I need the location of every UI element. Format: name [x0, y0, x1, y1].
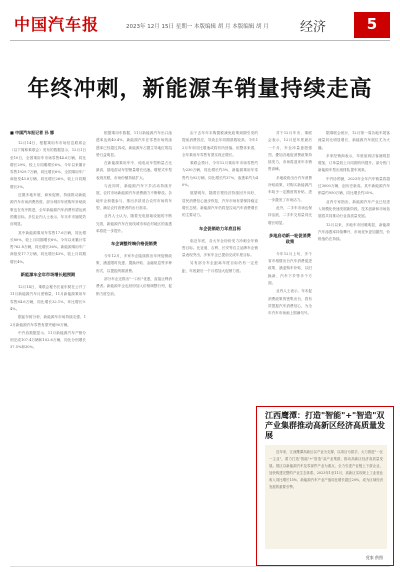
- sidebar-news-box: [256, 406, 394, 566]
- sidebar-title: 江西鹰潭：打造"智能"+"智造"双产业集群推动高新区经济高质量发展: [265, 411, 385, 440]
- article-column-2: [96, 130, 172, 299]
- paragraph: 根据乘用车数据，11月新能源汽车出口渗透率达到40.4%，新能源汽车在零售市场的渗透率已经超过四成。新能源车占据主导地位的趋势日益明显。: [96, 131, 172, 157]
- byline: ■ 中国汽车报记者 孙 娜: [10, 130, 54, 135]
- paragraph: 据崔东树分析，新能源车市场持续走强，12月新能源汽车零售有望突破90万辆。: [10, 315, 86, 327]
- paragraph: 对于12月车市，乘联会表示，12月是年度最后一个月，车企冲量意愿强烈，叠加各地促消费政策持续发力，市场将迎来年末销售高峰。: [268, 131, 312, 172]
- page-number-badge: [354, 12, 390, 38]
- paragraph: 展望明年，随着宏观经济持续回升向好，居民消费信心逐步恢复，汽车市场有望保持稳定增长态势。新能源汽车仍将是拉动汽车消费增长的主要动力。: [182, 191, 258, 218]
- paragraph: 中汽协数据显示，11月新能源汽车产销分别完成107.4万辆和102.6万辆，同比分别增长37.5%和30%。: [10, 330, 86, 350]
- masthead-divider: [10, 40, 390, 41]
- subheading: 车企调整终端价格促销费: [110, 241, 158, 247]
- paragraph: 其中新能源乘用车零售17.6万辆，同比增长80%，较上月同期增长6%。今年以来累计零售762.8万辆，同比增长36%。新能源乘用车厂商批发17.7万辆，同比增长43%，较上月同期增长4%。: [10, 230, 86, 264]
- masthead: [8, 6, 392, 42]
- paragraph: 业内人士表示，年末促消费政策的密集出台，将有效提振汽车消费信心，为全年汽车市场画上圆满句号。: [268, 289, 312, 316]
- paragraph: 业内专家指出，新能源汽车产业已经进入规模化快速发展新阶段，技术创新和市场拓展将共同推动行业高质量发展。: [318, 199, 390, 219]
- subheading: 车企促销助力年底目标: [199, 225, 241, 231]
- paragraph: 由于去年年末购置税减免政策到期引发的提前消费效应，导致去年同期基数较高，今年12月车市同比增速或将有所回落。但整体来看，全年乘用车零售有望实现正增长。: [182, 131, 258, 157]
- paragraph: 12月以来，多地车市回暖明显，新能源汽车渗透率持续攀升，市场竞争更加激烈，价格战仍在持续。: [318, 222, 390, 242]
- section-title: 经济: [300, 20, 327, 35]
- paragraph: 多家经销商表示，年底前到店客流明显增加，订单量较上月同期有所提升。部分热门新能源车型出现排队提车现象。: [318, 153, 390, 173]
- paragraph: 12月14日，根据乘用车市场信息联席会（以下简称乘联会）发布的数据显示，12月1日至10日，全国乘用车市场零售44.6万辆，同比增长29%，较上月同期增长6%。今年以来累计零售1929.7万辆，同比增长6%，全国乘用车厂商批发43.8万辆，同比增长26%，较上月同期增长3%。: [10, 141, 86, 189]
- paragraph: 业内人士认为，随着充电基础设施的不断完善，新能源汽车在低线城市和农村地区的渗透率将进一步提升。: [96, 214, 172, 233]
- issue-info: 2023年 12月 15日 星期一 本版编辑 胡 月 本版编辑 胡 月: [126, 24, 269, 30]
- headline: 年终冲刺，新能源车销量持续走高: [27, 77, 373, 102]
- subheading: 多地启动新一轮促消费政策: [269, 232, 311, 244]
- paragraph: 中汽协预测，2023年全年汽车销量将超过3000万辆，创历史新高。其中新能源汽车销量约950万辆，同比增长约35%。: [318, 176, 390, 196]
- sidebar-text: 近年来，江西鹰潭高新区以产业为支撑，以项目为抓手，大力推进"一区一主业"，着力打造"智能"+"智造"双产业集群，推动高新区经济高质量发展。园区以新能源汽车及零部件产业为重点，全力引进产业链上下游企业，加快构建完整的产业生态体系。2023年1至11月，高新区实现规上工业营业收入同比增长15%，新能源汽车产业产值同比增长超过20%，成为区域经济发展的重要引擎。: [269, 450, 383, 489]
- paragraph: 今年12月，多家车企陆续推出年终促销政策，涵盖限时优惠、置换补贴、金融贴息等多种形式，以提振终端消费。: [96, 254, 172, 273]
- paragraph: 此外，二手车市场也保持活跃，二手车交易量同比增长明显。: [268, 205, 312, 225]
- paragraph: 今年12月上旬，多个省市相继出台汽车消费促进政策，涵盖购车补贴、以旧换新、汽车下乡等多个方面。: [268, 251, 312, 286]
- photo-credit: 党家 供图: [365, 555, 383, 560]
- sidebar-body: [265, 445, 387, 549]
- paragraph: 12月14日，乘联会秘书长崔东树在公开了11月新能源汽车月度销量，11月新能源乘用车零售84.6万辆，同比增长32.1%，环比增长9.4%。: [10, 285, 86, 311]
- page-number: 5: [366, 15, 378, 33]
- paragraph: 另有部分车企距离年度目标仍有一定差距，年底最后一个月将加大促销力度。: [182, 261, 258, 273]
- paragraph: 部分车企还推出"一口价"优惠，直接让利消费者。新能源车企也纷纷加入价格调整行列，促销力度空前。: [96, 277, 172, 296]
- bottom-divider: [10, 566, 390, 567]
- paragraph: 临近年底，各大车企纷纷发力冲刺全年销售目标。比亚迪、吉利、长安等自主品牌车企销量表现突出，多家车企已提前完成年度目标。: [182, 238, 258, 258]
- subheading: 新能源车全年市场增长超预期: [20, 272, 76, 278]
- article-column-4: [268, 130, 312, 319]
- article-column-3: [182, 130, 258, 276]
- paragraph: 多地政府出台汽车消费补贴政策，对购买新能源汽车给予一定额度的补贴，进一步激发了市场活力。: [268, 175, 312, 202]
- paragraph: 乘联会预计，今年12月乘用车市场零售约为230万辆，同比增长约5%，新能源乘用车零售约为92万辆，同比增长约37%，渗透率约为40%。: [182, 161, 258, 188]
- article-column-5: [318, 130, 390, 244]
- newspaper-logo: 中国汽车报: [14, 15, 100, 34]
- paragraph: 在新能源乘用车中，纯电动车型销量占比最高，插电混动车型销量增长迅速。增程式车型表现亮眼，市场份额持续扩大。: [96, 161, 172, 180]
- article-column-1: [10, 130, 86, 353]
- paragraph: 近期多地车展、商家促销，持续推动新能源汽车市场消费热度。部分城市年底购车补贴政策也在有序推进，全年新能源汽车消费有望达到预期目标。多位业内人士表示，年末车市翘尾效应明显。: [10, 193, 86, 227]
- paragraph: 据乘联会统计，12月第一周各地车展客流量同比明显增长，新能源汽车展位尤为火爆。: [318, 131, 390, 150]
- paragraph: 与此同时，新能源汽车下乡活动持续开展，农村市场新能源汽车消费潜力不断释放。各地车企积极参与，推出多款适合农村市场的车型，满足农村消费者的出行需求。: [96, 184, 172, 210]
